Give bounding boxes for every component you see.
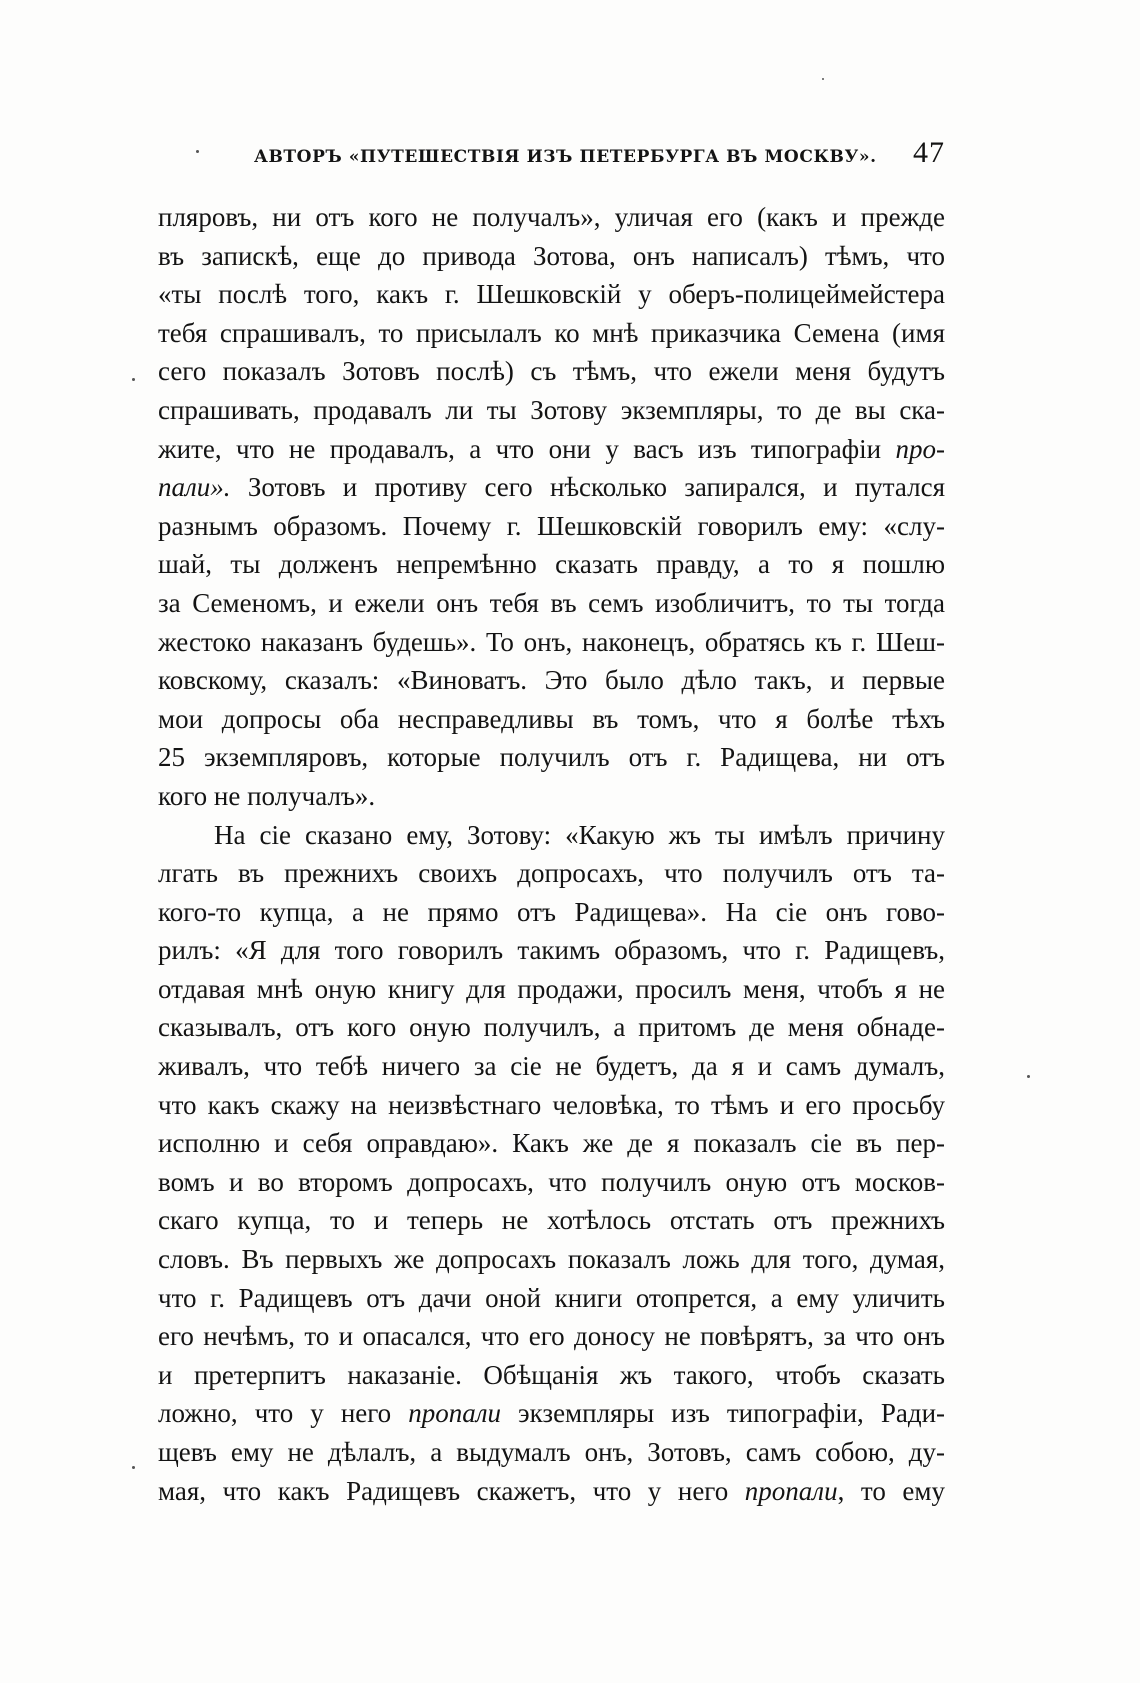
paragraph-1 — [158, 198, 945, 816]
italic-fragment: пропали — [744, 1475, 838, 1506]
scan-speck — [132, 378, 135, 381]
text-line: живалъ, что тебѣ ничего за сіе не будетъ, да я и самъ думалъ, — [158, 1051, 945, 1082]
text-line: кого не получалъ». — [158, 780, 376, 811]
text-line: лгать въ прежнихъ своихъ допросахъ, что получилъ отъ та- — [158, 858, 945, 889]
text-line: тебя спрашивалъ, то присылалъ ко мнѣ приказчика Семена (имя — [158, 317, 945, 348]
text-line: щевъ ему не дѣлалъ, а выдумалъ онъ, Зотовъ, самъ собою, ду- — [158, 1437, 945, 1467]
paragraph-2 — [158, 816, 945, 1511]
running-header-title: АВТОРЪ «ПУТЕШЕСТВІЯ ИЗЪ ПЕТЕРБУРГА ВЪ МОСКВУ». — [254, 147, 877, 167]
text-fragment: экземпляры изъ типографіи, Ради- — [501, 1398, 945, 1429]
text-line: что г. Радищевъ отъ дачи оной книги отопрется, а ему уличить — [158, 1282, 945, 1313]
italic-fragment: пали». — [158, 472, 231, 503]
text-line: и претерпитъ наказаніе. Обѣщанія жъ такого, чтобъ сказать — [158, 1359, 945, 1390]
text-line: сказывалъ, отъ кого оную получилъ, а притомъ де меня обнаде- — [158, 1012, 945, 1043]
text-fragment: жите, что не продавалъ, а что они у васъ изъ типографіи — [158, 433, 896, 464]
text-line: словъ. Въ первыхъ же допросахъ показалъ ложь для того, думая, — [158, 1244, 945, 1275]
text-line: скаго купца, то и теперь не хотѣлось отстать отъ прежнихъ — [158, 1205, 945, 1236]
text-fragment: , то ему — [837, 1475, 945, 1506]
running-header — [200, 136, 945, 176]
text-line — [158, 1394, 945, 1433]
text-line: ковскому, сказалъ: «Виноватъ. Это было дѣло такъ, и первые — [158, 665, 945, 696]
body-text — [158, 198, 945, 1510]
text-line: «ты послѣ того, какъ г. Шешковскій у оберъ-полицеймейстера — [158, 279, 945, 310]
text-line: сего показалъ Зотовъ послѣ) съ тѣмъ, что ежели меня будутъ — [158, 356, 945, 387]
text-line: На сіе сказано ему, Зотову: «Какую жъ ты имѣлъ причину — [214, 819, 945, 850]
text-line: разнымъ образомъ. Почему г. Шешковскій говорилъ ему: «слу- — [158, 510, 945, 541]
text-line: 25 экземпляровъ, которые получилъ отъ г. Радищева, ни отъ — [158, 742, 945, 773]
text-line: рилъ: «Я для того говорилъ такимъ образомъ, что г. Радищевъ, — [158, 935, 945, 966]
text-line: пляровъ, ни отъ кого не получалъ», уличая его (какъ и прежде — [158, 202, 945, 232]
text-line: вомъ и во второмъ допросахъ, что получилъ оную отъ москов- — [158, 1166, 945, 1197]
scan-speck — [196, 150, 199, 153]
italic-fragment: про- — [895, 433, 945, 464]
text-fragment: Зотовъ и противу сего нѣсколько запирался, и путался — [230, 472, 945, 503]
page-number: 47 — [913, 136, 945, 169]
text-line: отдавая мнѣ оную книгу для продажи, просилъ меня, чтобъ я не — [158, 973, 945, 1004]
text-line: мои допросы оба несправедливы въ томъ, что я болѣе тѣхъ — [158, 703, 945, 734]
text-line — [158, 468, 945, 507]
text-line: спрашивать, продавалъ ли ты Зотову экземпляры, то де вы ска- — [158, 394, 945, 425]
text-fragment: ложно, что у него — [158, 1398, 409, 1429]
text-fragment: мая, что какъ Радищевъ скажетъ, что у него — [158, 1475, 745, 1506]
text-line: жестоко наказанъ будешь». То онъ, наконецъ, обратясь къ г. Шеш- — [158, 626, 945, 657]
text-line — [158, 430, 945, 469]
text-line: кого-то купца, а не прямо отъ Радищева». На сіе онъ гово- — [158, 896, 945, 927]
text-line: исполню и себя оправдаю». Какъ же де я показалъ сіе въ пер- — [158, 1128, 945, 1159]
text-line: шай, ты долженъ непремѣнно сказать правду, а то я пошлю — [158, 549, 945, 580]
scan-speck — [822, 78, 824, 80]
italic-fragment: пропали — [408, 1398, 501, 1429]
text-line — [158, 1472, 945, 1511]
text-line: его нечѣмъ, то и опасался, что его доносу не повѣрятъ, за что онъ — [158, 1321, 945, 1352]
text-line: что какъ скажу на неизвѣстнаго человѣка, то тѣмъ и его просьбу — [158, 1089, 945, 1120]
scan-speck — [1027, 1075, 1030, 1078]
scan-speck — [132, 1466, 135, 1469]
text-line: за Семеномъ, и ежели онъ тебя въ семъ изобличитъ, то ты тогда — [158, 587, 945, 618]
text-line: въ запискѣ, еще до привода Зотова, онъ написалъ) тѣмъ, что — [158, 240, 945, 271]
